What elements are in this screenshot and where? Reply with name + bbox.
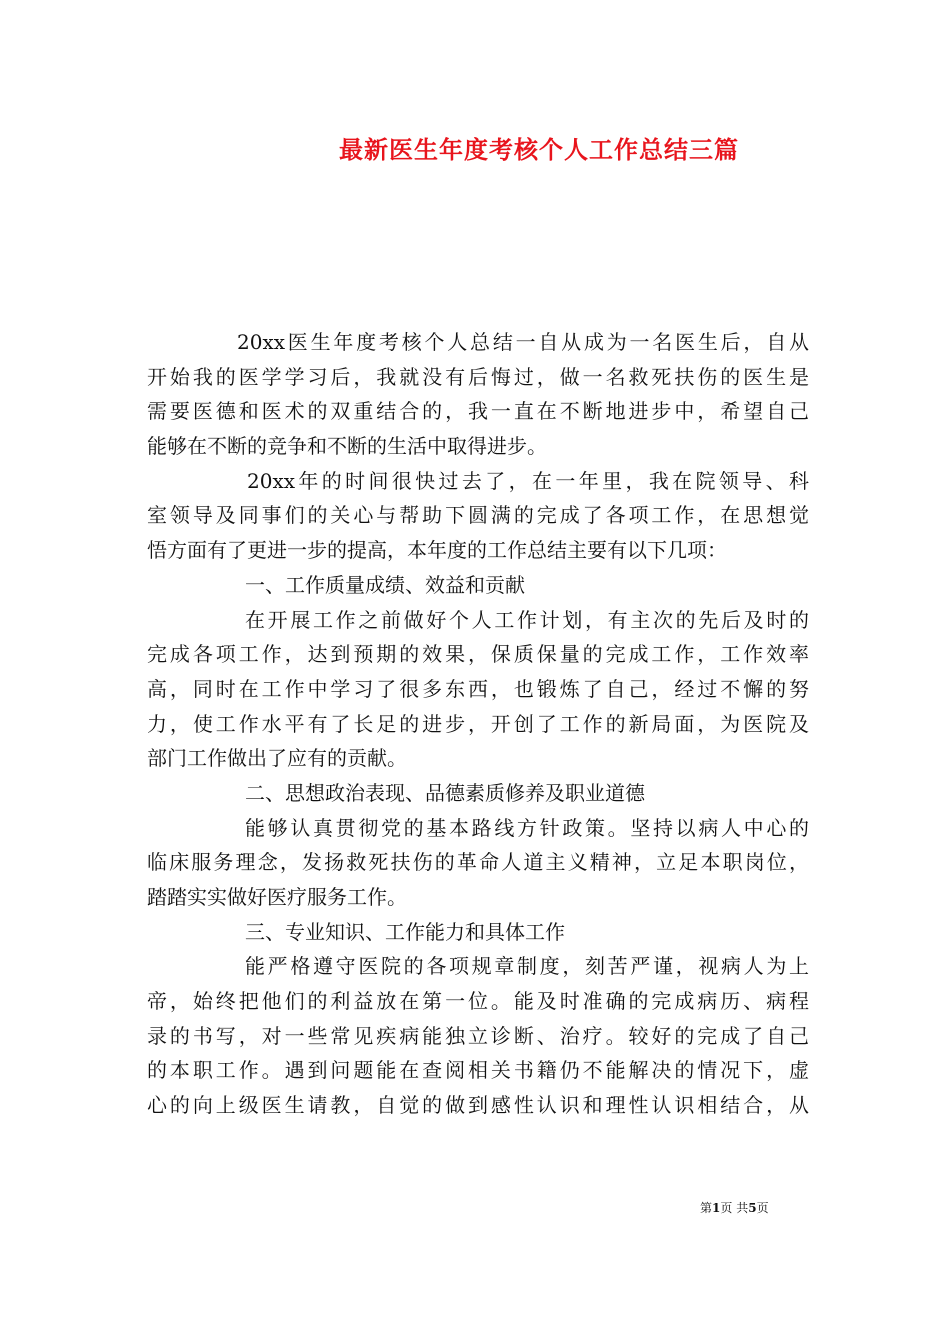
text-line: 录的书写，对一些常见疾病能独立诊断、治疗。较好的完成了自己 [147, 1023, 809, 1048]
text-line: 悟方面有了更进一步的提高，本年度的工作总结主要有以下几项： [147, 538, 727, 563]
text-line: 三、专业知识、工作能力和具体工作 [245, 919, 565, 944]
text-line: 力，使工作水平有了长足的进步，开创了工作的新局面，为医院及 [147, 711, 809, 736]
document-title: 最新医生年度考核个人工作总结三篇 [339, 135, 739, 164]
text-line: 能严格遵守医院的各项规章制度，刻苦严谨，视病人为上 [245, 954, 809, 979]
footer-page-number: 1 [712, 1201, 721, 1215]
footer-suffix: 页 [756, 1201, 769, 1215]
text-line: 临床服务理念，发扬救死扶伤的革命人道主义精神，立足本职岗位， [147, 850, 809, 875]
text-line: 完成各项工作，达到预期的效果，保质保量的完成工作，工作效率 [147, 642, 809, 667]
footer-prefix: 第 [700, 1201, 713, 1215]
text-line: 帝，始终把他们的利益放在第一位。能及时准确的完成病历、病程 [147, 989, 809, 1014]
document-body [147, 325, 809, 1123]
footer-middle: 页 共 [720, 1201, 749, 1215]
footer-total-pages: 5 [748, 1201, 757, 1215]
text-line: 20xx年的时间很快过去了，在一年里，我在院领导、科 [247, 468, 809, 493]
text-line: 能够在不断的竞争和不断的生活中取得进步。 [147, 434, 547, 459]
text-line: 部门工作做出了应有的贡献。 [147, 746, 407, 771]
text-line: 能够认真贯彻党的基本路线方针政策。坚持以病人中心的 [245, 815, 809, 840]
page-footer [700, 1199, 840, 1217]
text-line: 二、思想政治表现、品德素质修养及职业道德 [245, 780, 645, 805]
text-line: 室领导及同事们的关心与帮助下圆满的完成了各项工作，在思想觉 [147, 503, 809, 528]
text-line: 一、工作质量成绩、效益和贡献 [245, 572, 525, 597]
text-line: 开始我的医学学习后，我就没有后悔过，做一名救死扶伤的医生是 [147, 364, 809, 389]
text-line: 需要医德和医术的双重结合的，我一直在不断地进步中，希望自己 [147, 399, 809, 424]
text-line: 高，同时在工作中学习了很多东西，也锻炼了自己，经过不懈的努 [147, 676, 809, 701]
text-line: 的本职工作。遇到问题能在查阅相关书籍仍不能解决的情况下，虚 [147, 1058, 809, 1083]
text-line: 在开展工作之前做好个人工作计划，有主次的先后及时的 [245, 607, 809, 632]
text-line: 心的向上级医生请教，自觉的做到感性认识和理性认识相结合，从 [147, 1093, 809, 1118]
text-line: 20xx医生年度考核个人总结一自从成为一名医生后，自从 [237, 330, 809, 354]
text-line: 踏踏实实做好医疗服务工作。 [147, 885, 407, 909]
